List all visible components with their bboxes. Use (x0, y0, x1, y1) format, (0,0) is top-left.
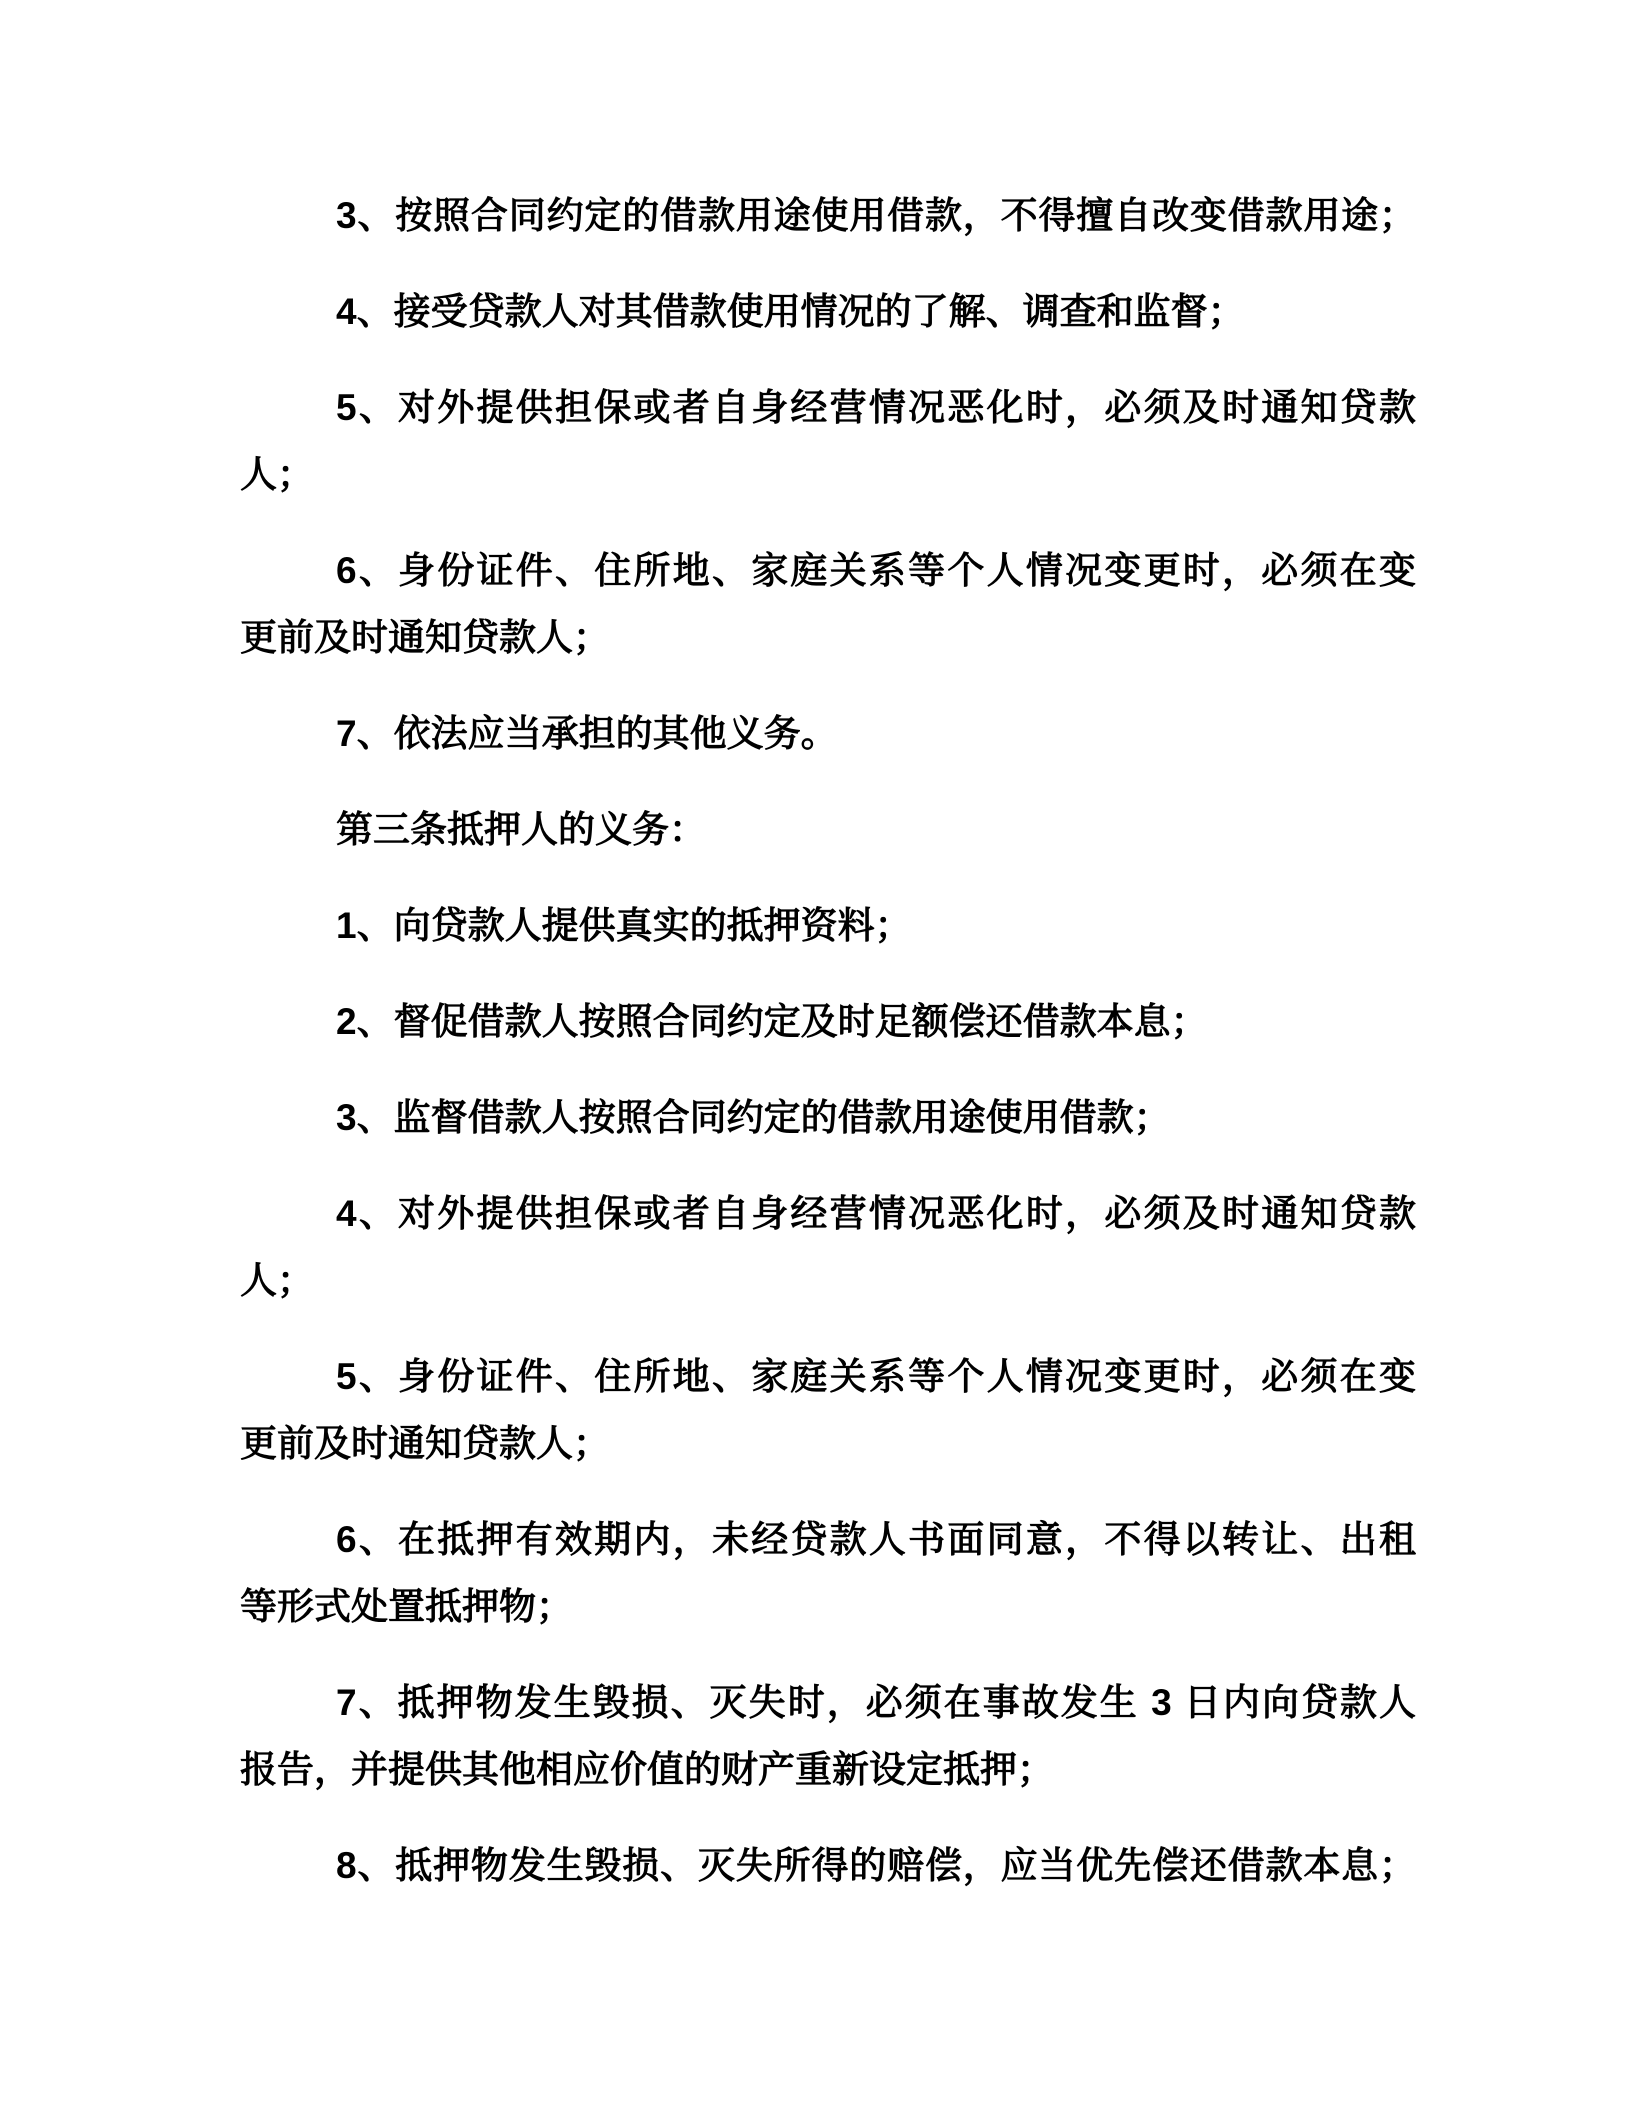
paragraph-mortgagor-item-3 (240, 1084, 1416, 1151)
paragraph-line: 3、按照合同约定的借款用途使用借款，不得擅自改变借款用途； (336, 195, 1416, 236)
paragraph-line: 更前及时通知贷款人； (240, 617, 610, 658)
paragraph-line: 3、监督借款人按照合同约定的借款用途使用借款； (336, 1097, 1171, 1138)
paragraph-mortgagor-item-8 (240, 1832, 1416, 1899)
paragraph-borrower-item-3 (240, 182, 1416, 249)
paragraph-borrower-item-5 (240, 374, 1416, 508)
paragraph-line: 更前及时通知贷款人； (240, 1423, 610, 1464)
document-text-block (240, 182, 1416, 1899)
paragraph-line: 7、依法应当承担的其他义务。 (336, 713, 838, 754)
paragraph-line: 7、抵押物发生毁损、灭失时，必须在事故发生 3 日内向贷款人 (336, 1682, 1416, 1723)
paragraph-line: 第三条抵押人的义务： (336, 809, 706, 850)
paragraph-line: 人； (240, 1260, 314, 1301)
paragraph-borrower-item-7 (240, 700, 1416, 767)
paragraph-line: 4、对外提供担保或者自身经营情况恶化时，必须及时通知贷款 (336, 1193, 1416, 1234)
paragraph-line: 5、对外提供担保或者自身经营情况恶化时，必须及时通知贷款 (336, 387, 1416, 428)
paragraph-mortgagor-item-1 (240, 892, 1416, 959)
paragraph-line: 1、向贷款人提供真实的抵押资料； (336, 905, 912, 946)
paragraph-line: 6、在抵押有效期内，未经贷款人书面同意，不得以转让、出租 (336, 1519, 1416, 1560)
paragraph-mortgagor-item-7 (240, 1669, 1416, 1803)
paragraph-mortgagor-item-2 (240, 988, 1416, 1055)
paragraph-line: 5、身份证件、住所地、家庭关系等个人情况变更时，必须在变 (336, 1356, 1416, 1397)
paragraph-line: 6、身份证件、住所地、家庭关系等个人情况变更时，必须在变 (336, 550, 1416, 591)
paragraph-line: 2、督促借款人按照合同约定及时足额偿还借款本息； (336, 1001, 1208, 1042)
paragraph-mortgagor-item-5 (240, 1343, 1416, 1477)
paragraph-borrower-item-4 (240, 278, 1416, 345)
paragraph-borrower-item-6 (240, 537, 1416, 671)
paragraph-line: 报告，并提供其他相应价值的财产重新设定抵押； (240, 1749, 1054, 1790)
paragraph-mortgagor-item-4 (240, 1180, 1416, 1314)
paragraph-mortgagor-item-6 (240, 1506, 1416, 1640)
paragraph-line: 等形式处置抵押物； (240, 1586, 573, 1627)
paragraph-line: 8、抵押物发生毁损、灭失所得的赔偿，应当优先偿还借款本息； (336, 1845, 1416, 1886)
paragraph-line: 4、接受贷款人对其借款使用情况的了解、调查和监督； (336, 291, 1245, 332)
paragraph-line: 人； (240, 454, 314, 495)
paragraph-article-3-heading (240, 796, 1416, 863)
